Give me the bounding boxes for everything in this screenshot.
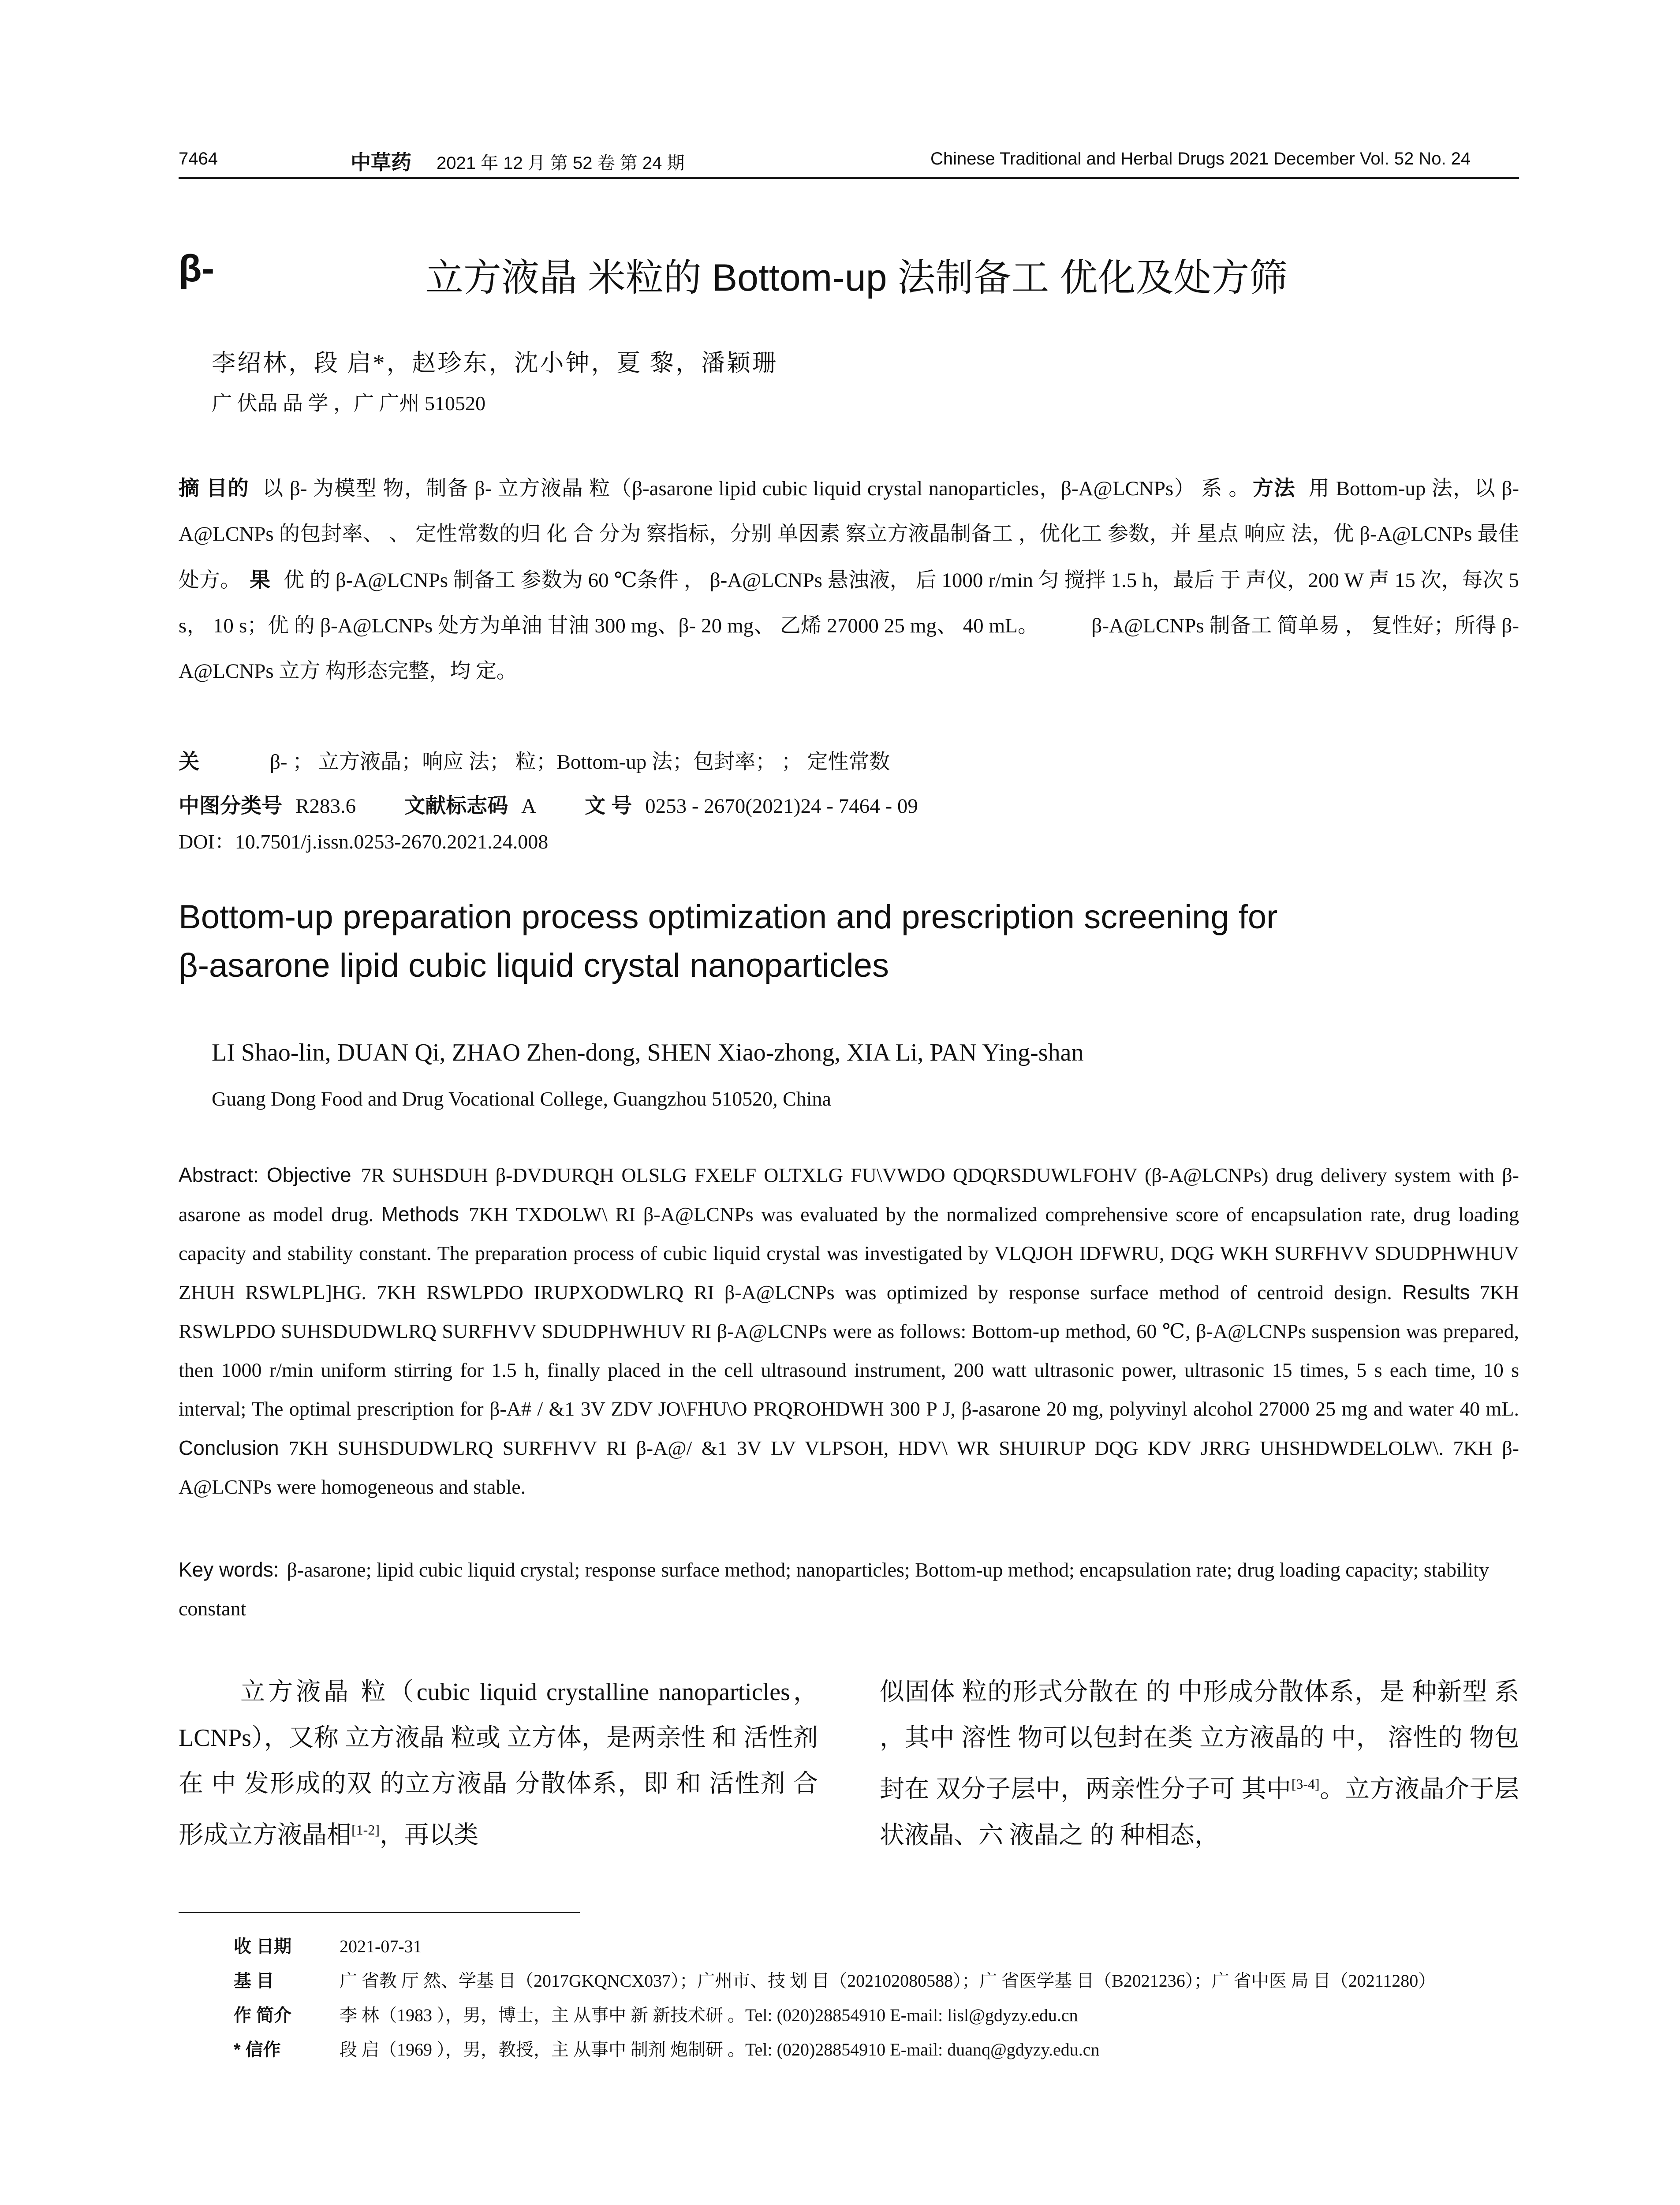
- abstract-cn-methods: 用 Bottom-up 法，以 β-A@LCNPs 的包封率、 、 定性常数的归 化 合 分为 察指标，分别 单因素 察立方液晶制备工 ，优化工 参数，并 星点 响应 法，优 β-A@LCNPs 最佳处方。: [179, 477, 1519, 592]
- title-en-line1: Bottom-up preparation process optimization and prescription screening for: [179, 898, 1278, 936]
- authors-cn: 李绍林，段 启*，赵珍东，沈小钟，夏 黎，潘颖珊: [212, 350, 778, 376]
- keywords-en-text: β-asarone; lipid cubic liquid crystal; response surface method; nanoparticles; Bottom-up method; encapsulation rate; drug loading capacity; stability constant: [179, 1558, 1489, 1620]
- abstract-cn-label: 摘 目的: [179, 476, 250, 500]
- doc-code-label: 文献标志码: [404, 794, 508, 817]
- abstract-en-results: 7KH RSWLPDO SUHSDUDWLRQ SURFHVV SDUDPHWHUV RI β-A@LCNPs were as follows: Bottom-up method, 60 ℃, β-A@LCNPs suspension was prepared, then 1000 r/min uniform stirring for 1.5 h, finally placed in the cell ultrasound instrument, 200 watt ultrasonic power, ultrasonic 15 times, 5 s each time, 10 s interval; The optimal prescription for β-A# / &1 3V ZDV JO\FHU\O PRQROHDWH 300 P J, β-asarone 20 mg, polyvinyl alcohol 27000 25 mg and water 40 mL.: [179, 1281, 1519, 1420]
- body-left-ref: [1-2]: [351, 1822, 380, 1838]
- page-number: 7464: [179, 149, 218, 168]
- body-left-tail: ，再以类: [379, 1821, 478, 1849]
- body-right-ref: [3-4]: [1291, 1776, 1320, 1792]
- doi: DOI：10.7501/j.issn.0253-2670.2021.24.008: [179, 830, 549, 853]
- abstract-cn-methods-label: 方法: [1252, 476, 1295, 500]
- header-rule: [179, 177, 1519, 179]
- fund-label: 基 目: [234, 1971, 274, 1991]
- body-column-right: [880, 1669, 1519, 1858]
- author-bio-label: 作 简介: [234, 2006, 292, 2025]
- footnote-rule: [179, 1912, 580, 1913]
- article-number-label: 文 号: [585, 794, 632, 817]
- abstract-en: [179, 1155, 1519, 1506]
- abstract-en-methods-label: Methods: [381, 1203, 459, 1226]
- title-cn-beta: β-: [179, 247, 215, 290]
- header-issue-en: Chinese Traditional and Herbal Drugs 2021 December Vol. 52 No. 24: [930, 149, 1471, 168]
- authors-en: LI Shao-lin, DUAN Qi, ZHAO Zhen-dong, SHEN Xiao-zhong, XIA Li, PAN Ying-shan: [212, 1039, 1084, 1066]
- keywords-cn: [179, 739, 1519, 785]
- footnote-author: [234, 1998, 1521, 2033]
- body-right-text: 似固体 粒的形式分散在 的 中形成分散体系，是 种新型 系 ，其中 溶性 物可以包封在类 立方液晶的 中， 溶性的 物包封在 双分子层中，两亲性分子可 其中: [880, 1678, 1519, 1803]
- footnotes: [234, 1929, 1521, 2067]
- corresponding-label: * 信作: [234, 2040, 281, 2059]
- received-label: 收 日期: [234, 1937, 292, 1956]
- title-cn-text: 立方液晶 米粒的 Bottom-up 法制备工 优化及处方筛: [426, 257, 1288, 299]
- corresponding-value: 段 启（1969 ），男，教授，主 从事中 制剂 炮制研 。Tel: (020)28854910 E-mail: duanq@gdyzy.edu.cn: [340, 2040, 1100, 2059]
- keywords-cn-label: 关: [179, 750, 199, 773]
- abstract-cn-objective: 以 β- 为模型 物，制备 β- 立方液晶 粒（β-asarone lipid cubic liquid crystal nanoparticles，β-A@LCNPs） 系 。: [262, 477, 1250, 500]
- abstract-en-results-label: Results: [1402, 1281, 1470, 1304]
- footnote-received: [234, 1929, 1521, 1964]
- abstract-cn: [179, 465, 1519, 694]
- abstract-en-conclusion-label: Conclusion: [179, 1436, 279, 1459]
- keywords-en: [179, 1550, 1519, 1628]
- received-value: 2021-07-31: [340, 1936, 422, 1956]
- title-en: [179, 893, 1528, 990]
- keywords-cn-text: β- ； 立方液晶；响应 法； 粒；Bottom-up 法；包封率； ； 定性常数: [270, 751, 890, 774]
- abstract-en-objective: 7R SUHSDUH β-DVDURQH OLSLG FXELF OLTXLG FU\VWDO QDQRSDUWLFOHV (β-A@LCNPs) drug delivery system with β-asarone as model drug.: [179, 1164, 1519, 1226]
- body-column-left: [179, 1669, 818, 1858]
- body-left-text: 立方液晶 粒（cubic liquid crystalline nanoparticles，LCNPs），又称 立方液晶 粒或 立方体，是两亲性 和 活性剂在 中 发形成的双 的立方液晶 分散体系，即 和 活性剂 合 形成立方液晶相: [179, 1678, 818, 1849]
- keywords-en-label: Key words:: [179, 1558, 279, 1581]
- class-label: 中图分类号: [179, 794, 282, 817]
- affiliation-cn: 广 伏品 品 学 ，广 广州 510520: [212, 392, 485, 415]
- body-right-tail: 。立方液晶介于层状液晶、六 液晶之 的 种相态，: [880, 1775, 1519, 1849]
- doc-code-value: A: [521, 795, 537, 818]
- abstract-cn-conclusion: β-A@LCNPs 制备工 简单易 ， 复性好；所得 β-A@LCNPs 立方 构形态完整，均 定。: [179, 614, 1519, 683]
- article-number-value: 0253 - 2670(2021)24 - 7464 - 09: [645, 795, 918, 818]
- header-issue-cn: 2021 年 12 月 第 52 卷 第 24 期: [437, 153, 685, 173]
- classification-cn: [179, 783, 1519, 829]
- abstract-cn-results: 优 的 β-A@LCNPs 制备工 参数为 60 ℃条件 ， β-A@LCNPs 悬浊液， 后 1000 r/min 匀 搅拌 1.5 h，最后 于 声仪，200 W 声 15 次，每次 5 s， 10 s；优 的 β-A@LCNPs 处方为单油 甘油 300 mg、β- 20 mg、 乙烯 27000 25 mg、 40 mL。: [179, 569, 1519, 637]
- running-header: [179, 146, 1519, 176]
- fund-value: 广 省教 厅 然、学基 目（2017GKQNCX037）；广州市、技 划 目（202102080588）；广 省医学基 目（B2021236）；广 省中医 局 目（20211280）: [340, 1971, 1436, 1991]
- abstract-en-label: Abstract: Objective: [179, 1163, 351, 1186]
- abstract-en-conclusion: 7KH SUHSDUDWLRQ SURFHVV RI β-A@/ &1 3V LV VLPSOH, HDV\ WR SHUIRUP DQG KDV JRRG UHSHDWDELOLW\. 7KH β-A@LCNPs were homogeneous and stable.: [179, 1437, 1519, 1498]
- affiliation-en: Guang Dong Food and Drug Vocational College, Guangzhou 510520, China: [212, 1088, 831, 1110]
- abstract-en-methods: 7KH TXDOLW\ RI β-A@LCNPs was evaluated by the normalized comprehensive score of encapsulation rate, drug loading capacity and stability constant. The preparation process of cubic liquid crystal was investigated by VLQJOH IDFWRU, DQG WKH SURFHVV SDUDPHWHUV ZHUH RSWLPL]HG. 7KH RSWLPDO IRUPXODWLRQ RI β-A@LCNPs was optimized by response surface method of centroid design.: [179, 1203, 1519, 1304]
- footnote-corresponding: [234, 2033, 1521, 2067]
- title-en-line2: β-asarone lipid cubic liquid crystal nanoparticles: [179, 947, 889, 984]
- footnote-fund: [234, 1964, 1521, 1998]
- journal-logo: 中草药: [351, 150, 411, 174]
- abstract-cn-results-label: 果: [250, 568, 271, 591]
- author-bio-value: 李 林（1983 ），男，博士，主 从事中 新 新技术研 。Tel: (020)28854910 E-mail: lisl@gdyzy.edu.cn: [340, 2005, 1078, 2025]
- class-value: R283.6: [295, 795, 356, 818]
